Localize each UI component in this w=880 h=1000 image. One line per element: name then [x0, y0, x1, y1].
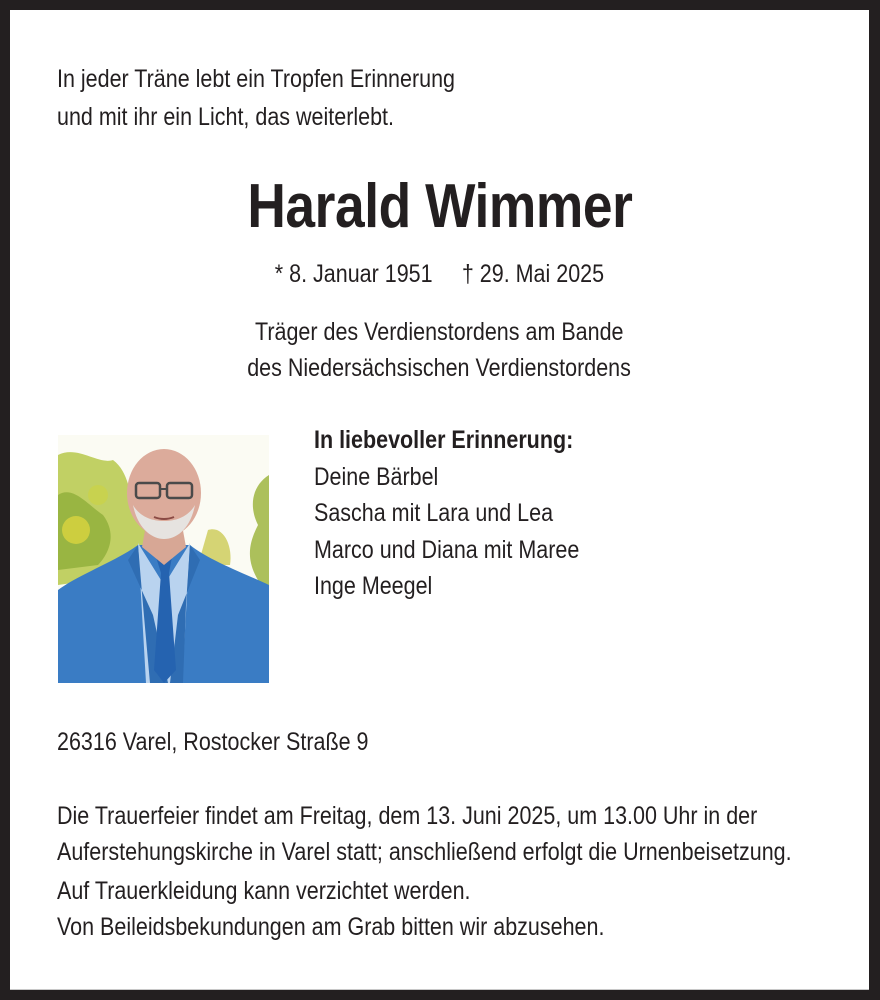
deceased-name: Harald Wimmer	[246, 172, 633, 241]
motto-line-2: und mit ihr ein Licht, das weiterlebt.	[57, 103, 394, 131]
address: 26316 Varel, Rostocker Straße 9	[57, 728, 369, 756]
mourners-heading: In liebevoller Erinnerung:	[314, 426, 574, 454]
service-line-1: Die Trauerfeier findet am Freitag, dem 13. Juni 2025, um 13.00 Uhr in der	[57, 802, 758, 830]
obituary-card	[10, 10, 869, 990]
mourner-name: Inge Meegel	[314, 572, 433, 600]
award-line-1: Träger des Verdienstordens am Bande	[255, 318, 624, 346]
notes	[57, 873, 694, 945]
mourner-name: Sascha mit Lara und Lea	[314, 499, 554, 527]
birth-star-icon: *	[274, 260, 284, 288]
motto-line-1: In jeder Träne lebt ein Tropfen Erinnerung	[57, 65, 456, 93]
notes-line-1: Auf Trauerkleidung kann verzichtet werden.	[57, 877, 471, 905]
portrait-photo	[58, 435, 269, 683]
motto-text	[57, 60, 520, 136]
notes-line-2: Von Beileidsbekundungen am Grab bitten wir abzusehen.	[57, 913, 605, 941]
death-date: 29. Mai 2025	[479, 260, 605, 288]
service-line-2: Auferstehungskirche in Varel statt; anschließend erfolgt die Urnenbeisetzung.	[57, 838, 792, 866]
life-dates	[10, 258, 869, 290]
service-info	[57, 798, 880, 870]
mourners-list	[314, 422, 622, 605]
death-cross-icon: †	[461, 260, 474, 288]
mourner-name: Marco und Diana mit Maree	[314, 535, 580, 564]
award-line-2: des Niedersächsischen Verdienstordens	[247, 354, 632, 382]
mourner-name: Deine Bärbel	[314, 462, 439, 491]
birth-date: 8. Januar 1951	[289, 260, 433, 288]
award-text	[10, 314, 869, 386]
